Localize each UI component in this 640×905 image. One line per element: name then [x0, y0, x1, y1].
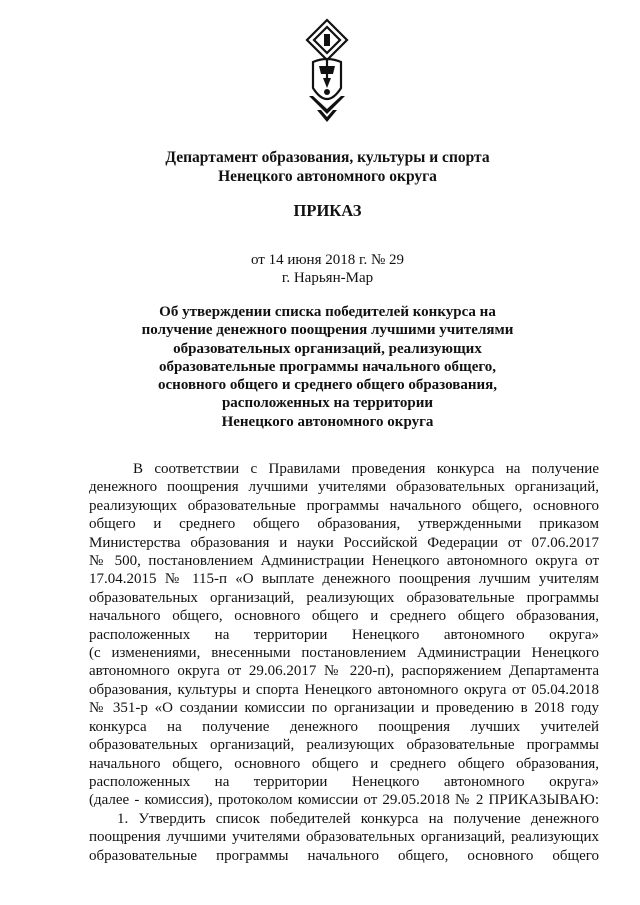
subject-heading	[110, 303, 545, 431]
body-line: реализующих образовательные программы начального общего, основного	[89, 497, 599, 514]
issuer-header	[80, 148, 575, 186]
subject-line: основного общего и среднего общего образования,	[158, 377, 497, 394]
issuer-line: Ненецкого автономного округа	[218, 168, 437, 185]
body-line: образовательных организаций, реализующих образовательные программы	[89, 589, 599, 606]
date-number: от 14 июня 2018 г. № 29	[250, 252, 405, 268]
body-line: Министерства образования и науки Российской Федерации от 07.06.2017	[89, 534, 599, 551]
body-line: образовательных организаций, реализующих образовательные программы	[89, 737, 599, 754]
body-line: (далее - комиссия), протоколом комиссии от 29.05.2018 № 2 ПРИКАЗЫВАЮ:	[89, 792, 599, 809]
body-line: расположенных на территории Ненецкого автономного округа»	[89, 773, 599, 790]
body-line: № 500, постановлением Администрации Ненецкого автономного округа от	[89, 553, 599, 570]
body-line: расположенных на территории Ненецкого автономного округа»	[89, 626, 599, 643]
body-line: начального общего, основного общего и среднего общего образования,	[89, 608, 599, 625]
subject-line: получение денежного поощрения лучшими учителями	[141, 322, 514, 339]
subject-line: образовательные программы начального общего,	[158, 358, 497, 375]
body-line: конкурса на получение денежного поощрения лучших учителей	[89, 718, 599, 735]
place: г. Нарьян-Мар	[281, 270, 374, 286]
subject-line: образовательных организаций, реализующих	[173, 340, 482, 357]
body-line: образования, культуры и спорта Ненецкого автономного округа от 05.04.2018	[89, 681, 599, 698]
body-line: 17.04.2015 № 115-п «О выплате денежного поощрения лучшим учителям	[89, 571, 599, 588]
coat-of-arms-emblem	[303, 18, 351, 124]
body-line: В соответствии с Правилами проведения конкурса на получение	[133, 461, 599, 477]
subject-line: расположенных на территории	[221, 395, 434, 412]
body-line: (с изменениями, внесенными постановлением Администрации Ненецкого	[89, 645, 599, 662]
date-place-block	[80, 251, 575, 287]
body-line: денежного поощрения лучшими учителями образовательных организаций,	[89, 479, 599, 496]
body-line: начального общего, основного общего и среднего общего образования,	[89, 755, 599, 772]
body-text	[89, 460, 599, 865]
body-line: 1. Утвердить список победителей конкурса на получение денежного	[117, 810, 599, 827]
body-line: № 351-р «О создании комиссии по организации и проведению в 2018 году	[89, 700, 599, 717]
document-title: ПРИКАЗ	[293, 201, 362, 220]
subject-line: Об утверждении списка победителей конкурса на	[159, 304, 496, 320]
body-line: образовательные программы начального общего, основного общего	[89, 847, 599, 864]
body-line: автономного округа от 29.06.2017 № 220-п), распоряжением Департамента	[89, 663, 599, 680]
body-line: общего и среднего общего образования, утвержденными приказом	[89, 516, 599, 533]
subject-line: Ненецкого автономного округа	[221, 413, 434, 430]
issuer-line: Департамент образования, культуры и спорта	[165, 149, 490, 166]
body-line: поощрения лучшими учителями образовательных организаций, реализующих	[89, 829, 599, 846]
